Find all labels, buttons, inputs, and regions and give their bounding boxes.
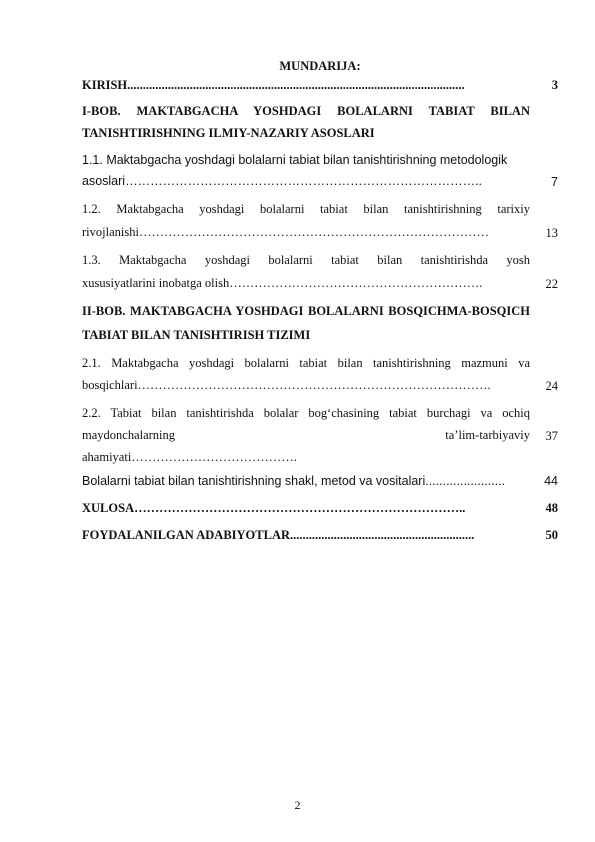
toc-entry-text: 2.2. Tabiat bilan tanishtirishda bolalar bog‘chasining tabiat burchagi va ochiq maydonchalarning ta’lim-tarbiyaviy [82,406,530,442]
toc-entry-page: 48 [545,501,558,515]
toc-entry-text: I-BOB. MAKTABGACHA YOSHDAGI BOLALARNI TABIAT BILAN TANISHTIRISHNING ILMIY-NAZARIY ASOSLARI [82,104,530,140]
toc-entry-page: 37 [545,429,558,443]
toc-entry-references [82,524,558,546]
toc-entry-2-2 [82,402,558,468]
toc-entry-page: 7 [551,175,558,189]
toc-entry-page: 22 [545,277,558,291]
toc-entry-text-wrap [82,150,530,192]
toc-entry-page: 44 [544,474,558,488]
toc-entry-text-wrap [82,402,530,468]
toc-entry-text: 1.1. Maktabgacha yoshdagi bolalarni tabiat bilan tanishtirishning metodologik [82,153,508,167]
toc-entry-text-wrap [82,249,530,294]
toc-entry-2-1 [82,352,558,396]
toc-entry-text: KIRISH............................................................................................................ [82,78,465,92]
toc-entry-text: 2.1. Maktabgacha yoshdagi bolalarni tabiat bilan tanishtirishning mazmuni va [82,356,530,370]
toc-entry-text-cont: asoslari………………………………………………………………………….. [82,174,483,188]
toc-entry-1-3 [82,249,558,294]
toc-entry-chapter-2 [82,299,558,347]
toc-entry-page: 50 [545,528,558,542]
toc-entry-page: 3 [551,78,558,92]
toc-entry-text-cont: bosqichlari…………………………………………………………………………. [82,378,491,392]
toc-entry-text-cont: ahamiyati…………………………………. [82,450,297,464]
page-title: MUNDARIJA: [279,59,361,73]
toc-entry-text: Bolalarni tabiat bilan tanishtirishning shakl, metod va vositalari....................... [82,474,506,488]
toc-entry-xulosa [82,497,558,519]
toc-entry-text: FOYDALANILGAN ADABIYOTLAR........................................................... [82,528,475,542]
toc-entry-page: 13 [545,226,558,240]
toc-entry-page: 24 [545,379,558,393]
toc-entry-1-1 [82,150,558,192]
toc-entry-text-cont: rivojlanishi………………………………………………………………………… [82,225,489,239]
table-of-contents [82,58,558,546]
toc-entry-forms-methods [82,470,558,492]
toc-entry-1-2 [82,198,558,243]
toc-entry-text-cont: xususiyatlarini inobatga olish……………………………………………………. [82,276,483,290]
page-number: 2 [294,798,301,812]
toc-entry-chapter-1 [82,100,558,144]
toc-entry-text: 1.3. Maktabgacha yoshdagi bolalarni tabiat bilan tanishtirishda yosh [82,253,530,267]
toc-entry-text-wrap [82,352,530,396]
toc-entry-text: XULOSA…………………………………………………………………….. [82,501,466,515]
toc-entry-kirish [82,75,558,95]
toc-entry-text-wrap [82,198,530,243]
toc-entry-text: 1.2. Maktabgacha yoshdagi bolalarni tabiat bilan tanishtirishning tarixiy [82,202,530,216]
toc-entry-text: II-BOB. MAKTABGACHA YOSHDAGI BOLALARNI BOSQICHMA-BOSQICH TABIAT BILAN TANISHTIRISH TIZIMI [82,304,530,342]
